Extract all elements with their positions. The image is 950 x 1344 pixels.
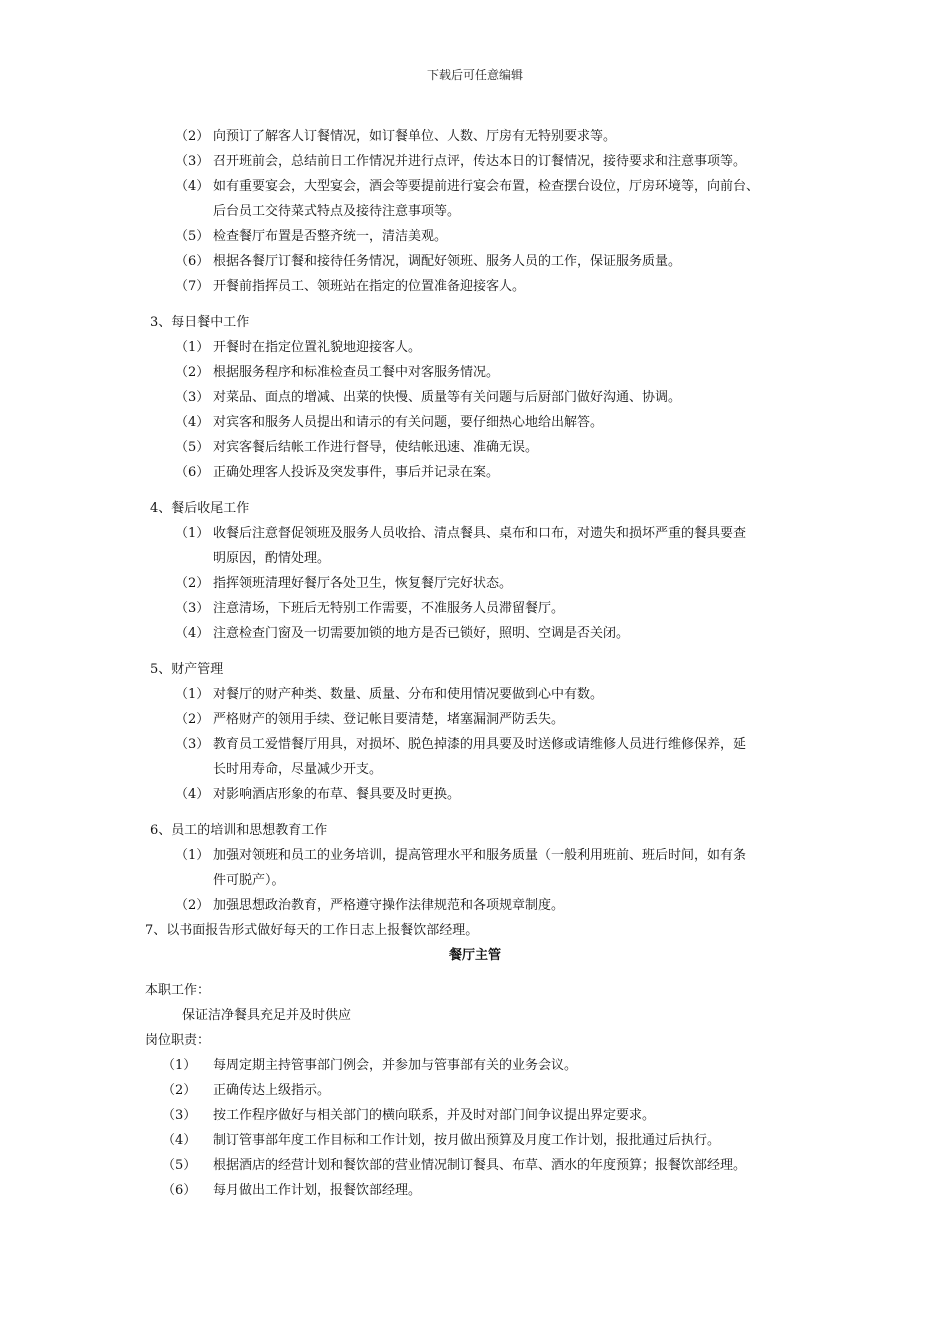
list-item [0, 621, 950, 646]
section-6-heading: 6、员工的培训和思想教育工作 [150, 823, 328, 838]
item-text: 注意清场，下班后无特别工作需要，不准服务人员滞留餐厅。 [213, 601, 565, 616]
item-text: 对宾客和服务人员提出和请示的有关问题，要仔细热心地给出解答。 [213, 415, 604, 430]
item-text: 如有重要宴会，大型宴会，酒会等要提前进行宴会布置，检查摆台设位，厅房环境等，向前台、 [213, 179, 760, 194]
item-number: （4） [175, 179, 210, 194]
item-text: 对宾客餐后结帐工作进行督导，使结帐迅速、准确无误。 [213, 440, 539, 455]
item-number: （2） [175, 898, 210, 913]
item-number: （6） [175, 465, 210, 480]
list-item [0, 1178, 950, 1203]
item-number: （2） [175, 712, 210, 727]
item-number: （4） [162, 1133, 197, 1148]
list-item [0, 893, 950, 918]
item-text: 根据服务程序和标准检查员工餐中对客服务情况。 [213, 365, 500, 380]
item-number: （5） [162, 1158, 197, 1173]
item-text: 明原因，酌情处理。 [213, 551, 331, 566]
section-2-list [0, 124, 950, 299]
section-7-text: 7、以书面报告形式做好每天的工作日志上报餐饮部经理。 [145, 923, 479, 938]
section-4-list [0, 521, 950, 646]
list-item [0, 1153, 950, 1178]
item-number: （1） [175, 526, 210, 541]
item-number: （2） [175, 365, 210, 380]
item-number: （6） [162, 1183, 197, 1198]
list-item [0, 174, 950, 199]
section-heading [0, 310, 950, 335]
section-5-list [0, 682, 950, 807]
list-item [0, 682, 950, 707]
list-item [0, 435, 950, 460]
list-item [0, 571, 950, 596]
item-text: 加强思想政治教育，严格遵守操作法律规范和各项规章制度。 [213, 898, 565, 913]
item-text: 后台员工交待菜式特点及接待注意事项等。 [213, 204, 461, 219]
item-text: 每月做出工作计划，报餐饮部经理。 [213, 1183, 422, 1198]
list-item [0, 1078, 950, 1103]
section-heading [0, 818, 950, 843]
item-text: 检查餐厅布置是否整齐统一，清洁美观。 [213, 229, 448, 244]
item-number: （4） [175, 787, 210, 802]
list-item [0, 410, 950, 435]
item-number: （3） [175, 390, 210, 405]
item-number: （4） [175, 626, 210, 641]
item-number: （4） [175, 415, 210, 430]
list-item [0, 1053, 950, 1078]
item-text: 按工作程序做好与相关部门的横向联系，并及时对部门间争议提出界定要求。 [213, 1108, 656, 1123]
item-text: 对餐厅的财产种类、数量、质量、分布和使用情况要做到心中有数。 [213, 687, 604, 702]
section-4-heading: 4、餐后收尾工作 [150, 501, 250, 516]
list-item [0, 782, 950, 807]
item-number: （3） [175, 601, 210, 616]
item-number: （1） [175, 848, 210, 863]
item-number: （1） [162, 1058, 197, 1073]
item-text: 正确处理客人投诉及突发事件，事后并记录在案。 [213, 465, 500, 480]
item-text: 制订管事部年度工作目标和工作计划，按月做出预算及月度工作计划，报批通过后执行。 [213, 1133, 721, 1148]
responsibility-label [0, 1028, 950, 1053]
section-3-heading: 3、每日餐中工作 [150, 315, 250, 330]
section-5-heading: 5、财产管理 [150, 662, 224, 677]
list-item [0, 360, 950, 385]
list-item-continuation [0, 868, 950, 893]
list-item [0, 521, 950, 546]
item-text: 注意检查门窗及一切需要加锁的地方是否已锁好，照明、空调是否关闭。 [213, 626, 630, 641]
item-text: 收餐后注意督促领班及服务人员收拾、清点餐具、桌布和口布，对遗失和损坏严重的餐具要查 [213, 526, 747, 541]
item-text: 根据酒店的经营计划和餐饮部的营业情况制订餐具、布草、酒水的年度预算；报餐饮部经理。 [213, 1158, 747, 1173]
list-item-continuation [0, 199, 950, 224]
item-text: 教育员工爱惜餐厅用具，对损坏、脱色掉漆的用具要及时送修或请维修人员进行维修保养，延 [213, 737, 747, 752]
item-number: （1） [175, 340, 210, 355]
item-number: （3） [175, 737, 210, 752]
list-item [0, 596, 950, 621]
item-number: （2） [175, 129, 210, 144]
page-header: 下载后可任意编辑 [426, 68, 523, 82]
item-number: （7） [175, 279, 210, 294]
item-text: 长时用寿命，尽量减少开支。 [213, 762, 383, 777]
list-item-continuation [0, 757, 950, 782]
list-item [0, 385, 950, 410]
item-text: 加强对领班和员工的业务培训，提高管理水平和服务质量（一般利用班前、班后时间，如有条 [213, 848, 747, 863]
list-item [0, 249, 950, 274]
responsibility-list [0, 1053, 950, 1203]
item-text: 正确传达上级指示。 [213, 1083, 331, 1098]
list-item [0, 149, 950, 174]
list-item [0, 124, 950, 149]
duty-label-text: 本职工作： [145, 983, 211, 998]
item-text: 件可脱产）。 [213, 873, 285, 888]
list-item [0, 732, 950, 757]
item-text: 指挥领班清理好餐厅各处卫生，恢复餐厅完好状态。 [213, 576, 513, 591]
item-number: （2） [162, 1083, 197, 1098]
item-number: （5） [175, 440, 210, 455]
duty-label [0, 978, 950, 1003]
item-text: 对影响酒店形象的布草、餐具要及时更换。 [213, 787, 461, 802]
section-6-list [0, 843, 950, 918]
item-text: 根据各餐厅订餐和接待任务情况，调配好领班、服务人员的工作，保证服务质量。 [213, 254, 682, 269]
item-number: （5） [175, 229, 210, 244]
list-item [0, 707, 950, 732]
item-text: 开餐前指挥员工、领班站在指定的位置准备迎接客人。 [213, 279, 526, 294]
section-heading [0, 496, 950, 521]
duty-text [0, 1003, 950, 1028]
item-number: （2） [175, 576, 210, 591]
list-item [0, 460, 950, 485]
item-number: （3） [162, 1108, 197, 1123]
list-item-continuation [0, 546, 950, 571]
item-text: 每周定期主持管事部门例会，并参加与管事部有关的业务会议。 [213, 1058, 578, 1073]
duty-text-value: 保证洁净餐具充足并及时供应 [182, 1008, 352, 1023]
item-text: 严格财产的领用手续、登记帐目要清楚，堵塞漏洞严防丢失。 [213, 712, 565, 727]
list-item [0, 1128, 950, 1153]
item-number: （3） [175, 154, 210, 169]
document-body [0, 124, 950, 1203]
section-heading [0, 657, 950, 682]
item-number: （6） [175, 254, 210, 269]
item-text: 召开班前会，总结前日工作情况并进行点评，传达本日的订餐情况，接待要求和注意事项等。 [213, 154, 747, 169]
responsibility-label-text: 岗位职责： [145, 1033, 211, 1048]
item-text: 开餐时在指定位置礼貌地迎接客人。 [213, 340, 422, 355]
section-3-list [0, 335, 950, 485]
item-text: 对菜品、面点的增减、出菜的快慢、质量等有关问题与后厨部门做好沟通、协调。 [213, 390, 682, 405]
list-item [0, 274, 950, 299]
list-item [0, 843, 950, 868]
supervisor-title: 餐厅主管 [448, 948, 501, 963]
list-item [0, 224, 950, 249]
item-text: 向预订了解客人订餐情况，如订餐单位、人数、厅房有无特别要求等。 [213, 129, 617, 144]
list-item [0, 1103, 950, 1128]
list-item [0, 335, 950, 360]
section-heading [0, 918, 950, 943]
item-number: （1） [175, 687, 210, 702]
